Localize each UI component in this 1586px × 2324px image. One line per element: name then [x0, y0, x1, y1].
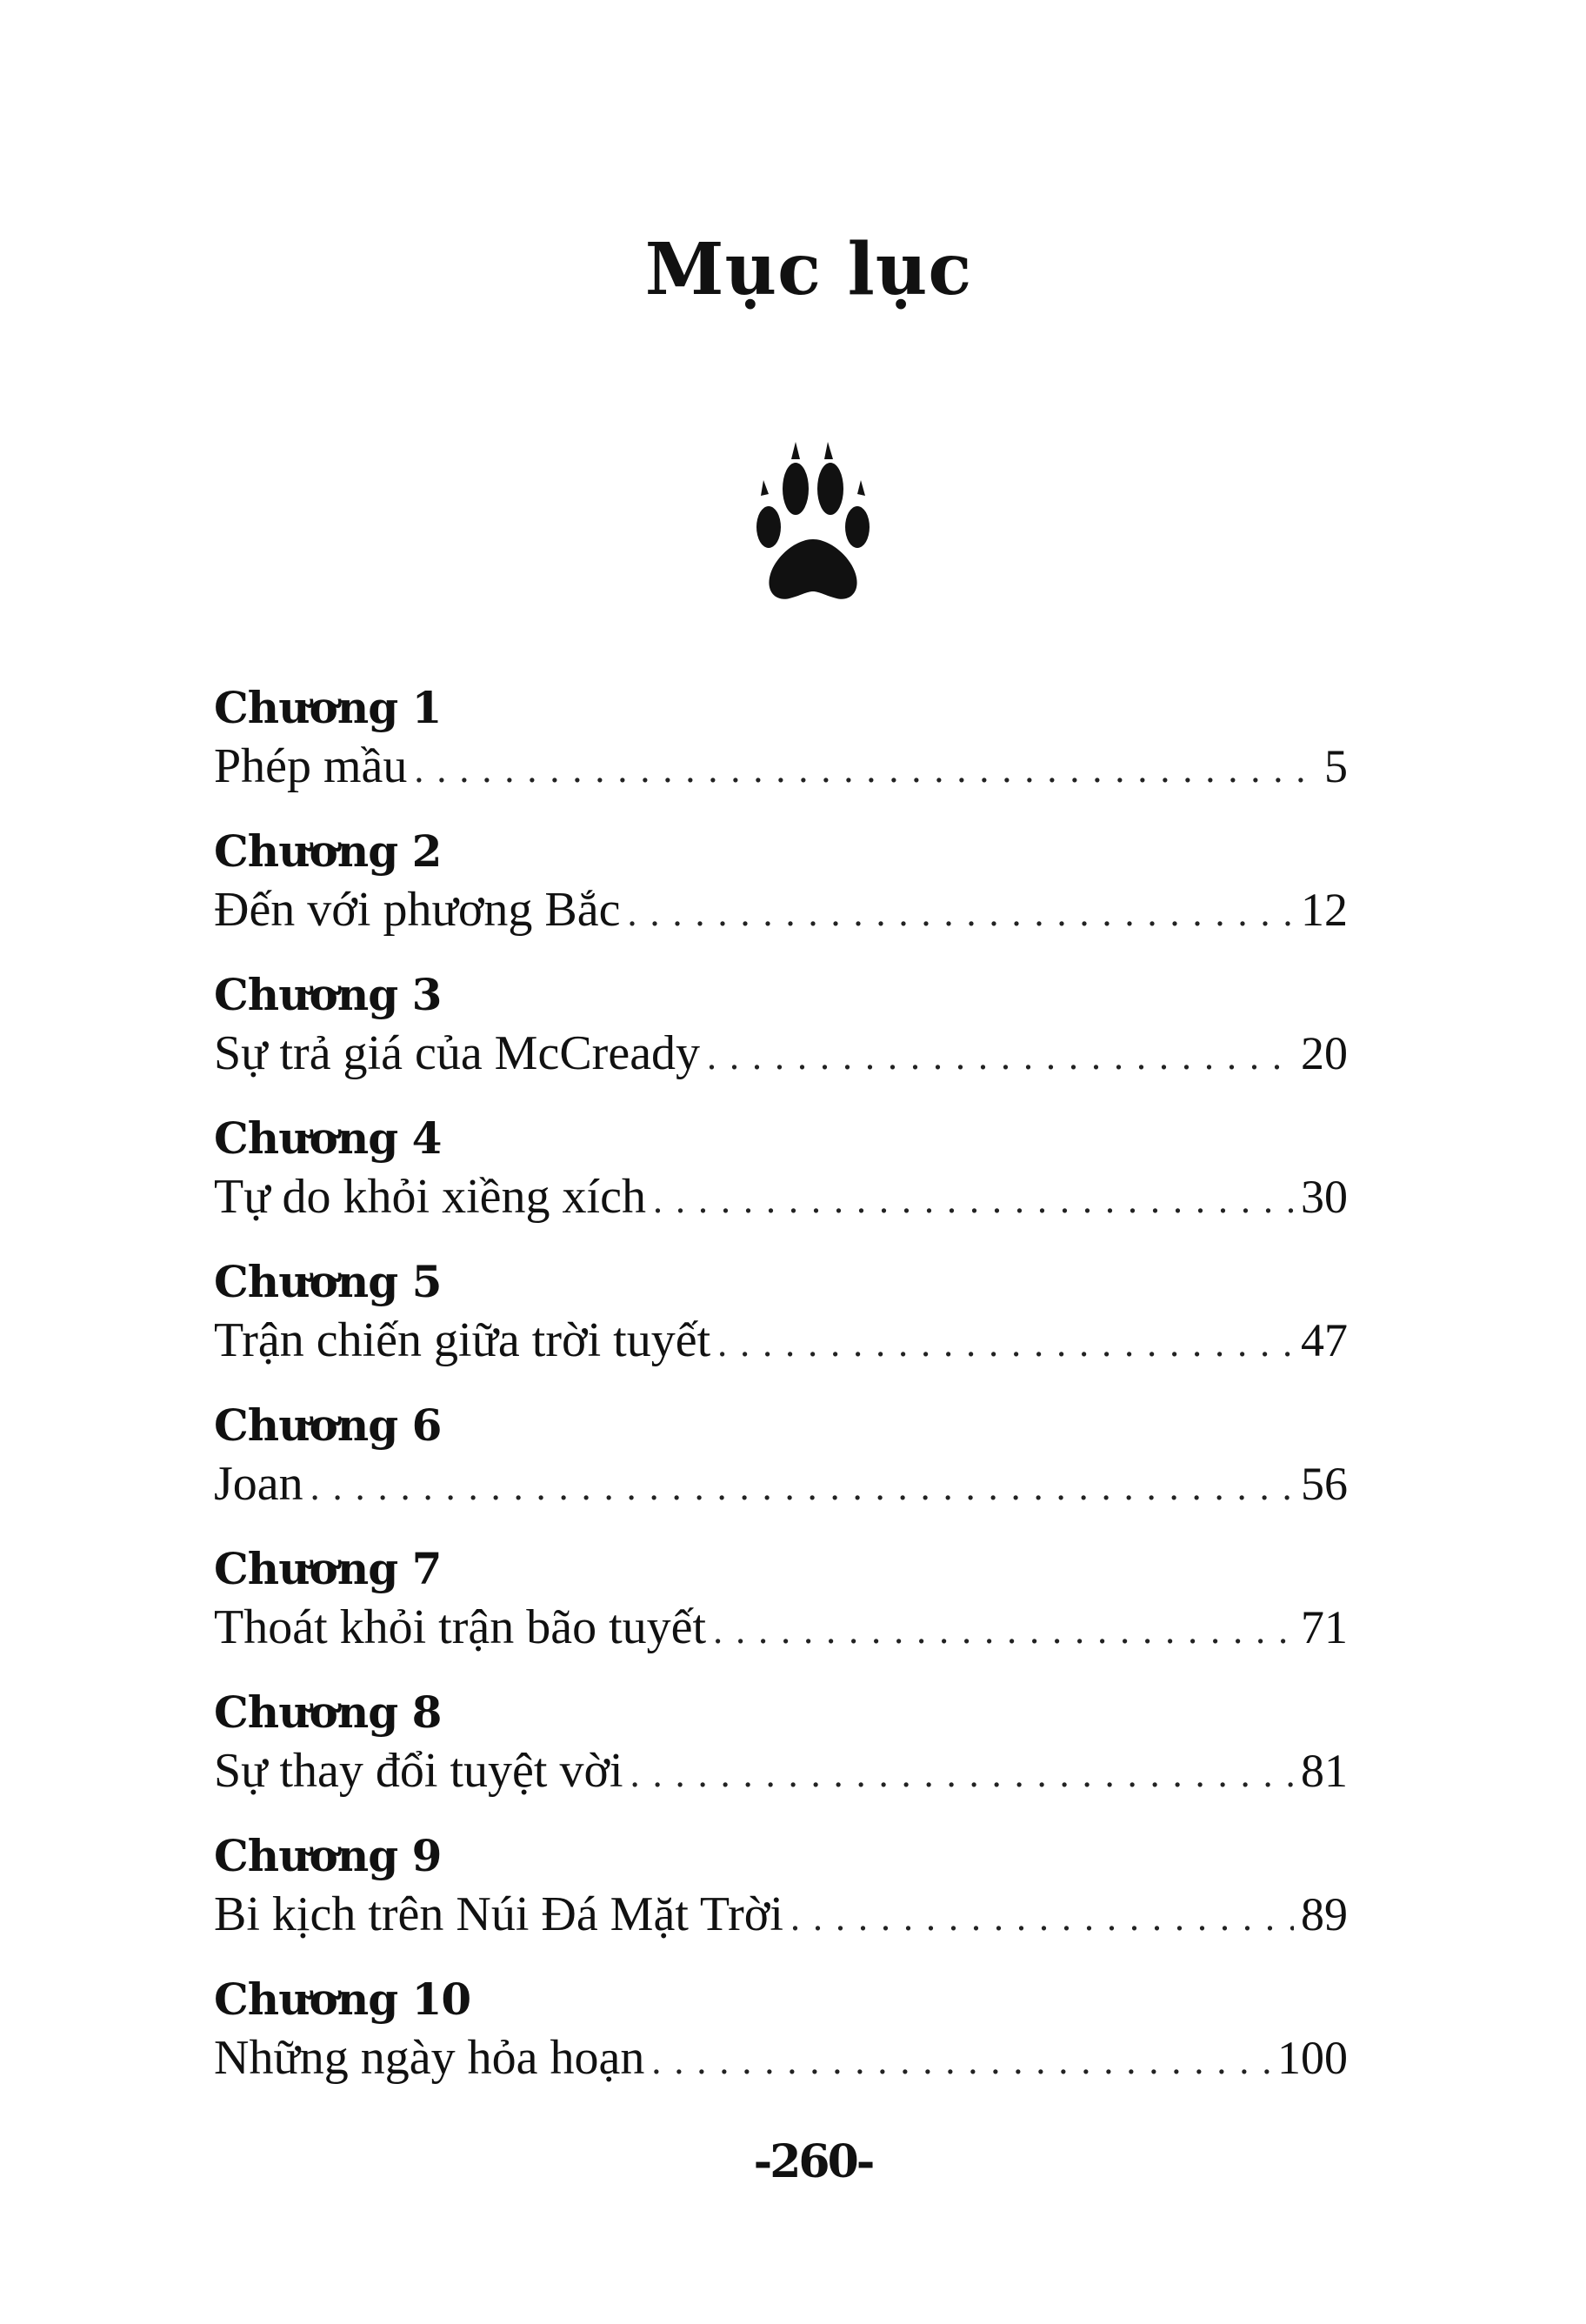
chapter-page-number: 81 — [1301, 1745, 1348, 1797]
chapter-label: Chương 6 — [214, 1399, 442, 1451]
chapter-label: Chương 2 — [214, 825, 442, 877]
dot-leader — [630, 1746, 1294, 1803]
page-number: -260- — [753, 2135, 873, 2188]
chapter-label: Chương 4 — [214, 1112, 442, 1164]
chapter-label: Chương 5 — [214, 1256, 442, 1307]
chapter-label: Chương 9 — [214, 1830, 442, 1881]
chapter-page-number: 56 — [1301, 1458, 1348, 1510]
toc-entry[interactable] — [209, 825, 1348, 969]
chapter-title: Tự do khỏi xiềng xích — [214, 1170, 646, 1224]
chapter-page-number: 20 — [1301, 1027, 1348, 1079]
chapter-label: Chương 1 — [214, 682, 442, 733]
chapter-title: Trận chiến giữa trời tuyết — [214, 1313, 711, 1367]
chapter-title: Sự thay đổi tuyệt vời — [214, 1744, 623, 1798]
toc-entry[interactable] — [209, 682, 1348, 825]
chapter-title: Những ngày hỏa hoạn — [214, 2031, 645, 2085]
table-of-contents — [209, 682, 1348, 2117]
chapter-page-number: 5 — [1324, 740, 1348, 792]
toc-entry[interactable] — [209, 1973, 1348, 2117]
chapter-title: Phép mầu — [214, 739, 408, 793]
toc-entry[interactable] — [209, 1112, 1348, 1256]
chapter-title: Sự trả giá của McCready — [214, 1026, 701, 1080]
chapter-title: Thoát khỏi trận bão tuyết — [214, 1600, 707, 1654]
toc-entry[interactable] — [209, 1686, 1348, 1830]
dot-leader — [310, 1459, 1294, 1516]
toc-entry[interactable] — [209, 1256, 1348, 1399]
toc-entry[interactable] — [209, 1399, 1348, 1543]
chapter-page-number: 47 — [1301, 1314, 1348, 1366]
dot-leader — [653, 1172, 1294, 1229]
paw-print-icon — [748, 435, 878, 609]
chapter-label: Chương 7 — [214, 1543, 442, 1594]
dot-leader — [790, 1889, 1294, 1947]
chapter-page-number: 89 — [1301, 1888, 1348, 1940]
dot-leader — [414, 741, 1317, 798]
chapter-label: Chương 8 — [214, 1686, 442, 1738]
chapter-page-number: 12 — [1301, 884, 1348, 936]
toc-entry[interactable] — [209, 1543, 1348, 1686]
dot-leader — [651, 2033, 1270, 2090]
page-title: Mục lục — [644, 228, 973, 311]
toc-entry[interactable] — [209, 969, 1348, 1112]
dot-leader — [707, 1028, 1294, 1085]
chapter-page-number: 30 — [1301, 1171, 1348, 1223]
chapter-page-number: 100 — [1277, 2032, 1348, 2084]
dot-leader — [628, 885, 1295, 942]
chapter-label: Chương 3 — [214, 969, 442, 1020]
chapter-label: Chương 10 — [214, 1973, 471, 2025]
chapter-page-number: 71 — [1301, 1601, 1348, 1653]
chapter-title: Đến với phương Bắc — [214, 883, 621, 937]
dot-leader — [717, 1315, 1294, 1372]
chapter-title: Joan — [214, 1457, 303, 1511]
dot-leader — [713, 1602, 1294, 1660]
toc-entry[interactable] — [209, 1830, 1348, 1973]
chapter-title: Bi kịch trên Núi Đá Mặt Trời — [214, 1887, 783, 1941]
